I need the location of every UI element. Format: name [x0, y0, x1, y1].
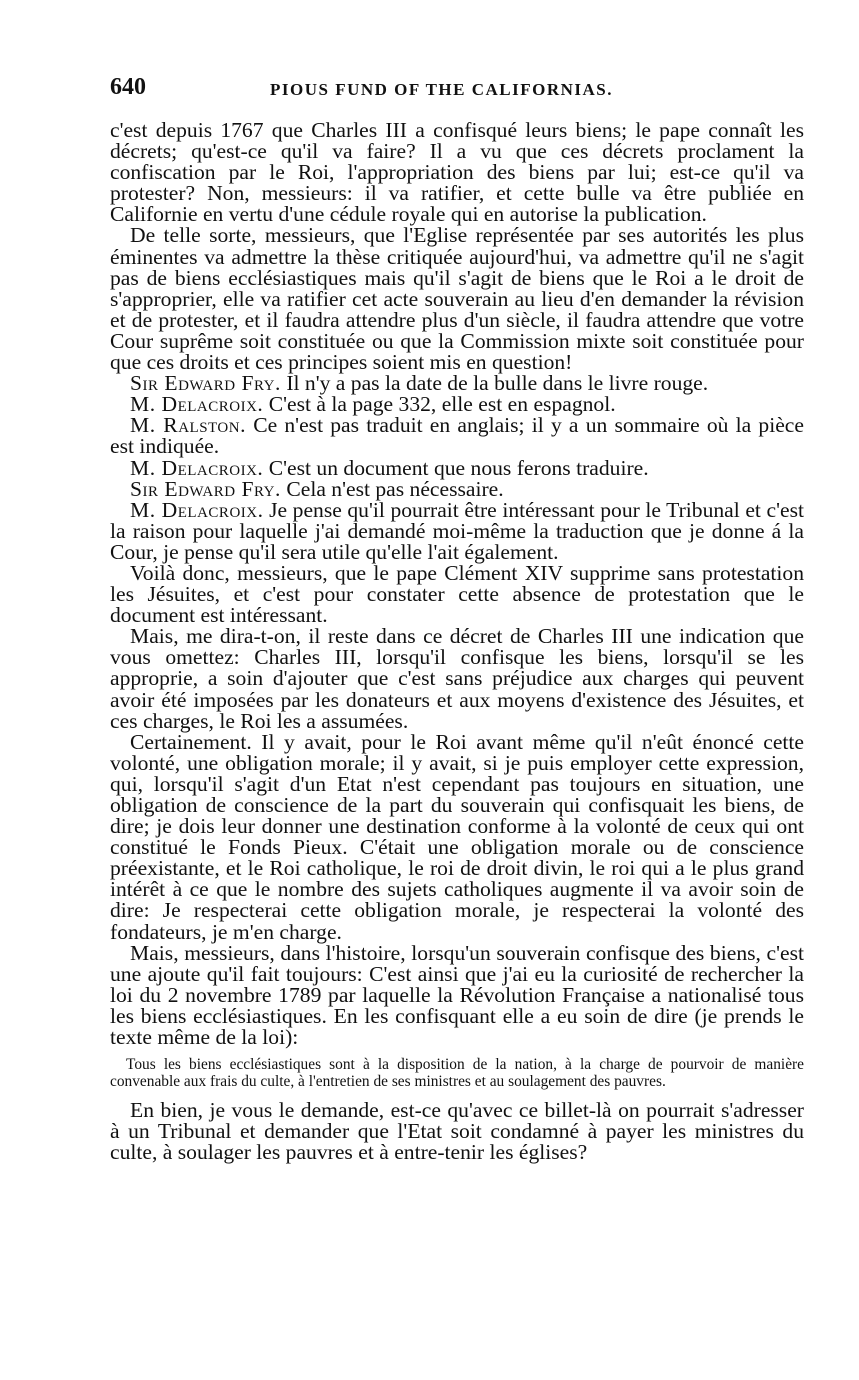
- paragraph: Mais, me dira-t-on, il reste dans ce décret de Charles III une indication que vous omettez: Charles III, lorsqu'il confisque les biens, lorsqu'il se les approprie, a soin d'ajouter que c'est sans préjudice aux charges qui peuvent avoir été imposées par les donateurs et aux moyens d'existence des Jésuites, et ces charges, le Roi les a assumées.: [110, 624, 804, 733]
- paragraph: c'est depuis 1767 que Charles III a confisqué leurs biens; le pape connaît les décrets; qu'est-ce qu'il va faire? Il a vu que ces décrets proclament la confiscation par le Roi, l'appropriation des biens par lui; est-ce qu'il va protester? Non, messieurs: il va ratifier, et cette bulle va être publiée en Californie en vertu d'une cédule royale qui en autorise la publication.: [110, 118, 804, 227]
- speaker-name: M. Delacroix.: [130, 392, 264, 417]
- dialogue-line: M. Delacroix. Je pense qu'il pourrait être intéressant pour le Tribunal et c'est la raison pour laquelle j'ai demandé moi-même la traduction que je donne á la Cour, je pense qu'il sera utile qu'elle l'ait également.: [110, 497, 804, 564]
- page-number: 640: [110, 74, 146, 100]
- speaker-name: M. Delacroix.: [130, 497, 264, 522]
- paragraph: Mais, messieurs, dans l'histoire, lorsqu'un souverain confisque des biens, c'est une ajoute qu'il fait toujours: C'est ainsi que j'ai eu la curiosité de rechercher la loi du 2 novembre 1789 par laquelle la Révolution Française a nationalisé tous les biens ecclésiastiques. En les confisquant elle a eu soin de dire (je prends le texte même de la loi):: [110, 940, 804, 1050]
- body-text: [110, 120, 804, 1163]
- paragraph: De telle sorte, messieurs, que l'Eglise représentée par ses autorités les plus éminentes va admettre la thèse critiquée aujourd'hui, va admettre qu'il ne s'agit pas de biens ecclésiastiques mais qu'il s'agit de biens que le Roi a le droit de s'approprier, elle va ratifier cet acte souverain au lieu d'en demander la révision et de protester, et il faudra attendre plus d'un siècle, il faudra attendre que votre Cour suprême soit constituée ou que la Commission mixte soit constituée pour que ces droits et ces principes soient mis en question!: [110, 223, 804, 375]
- page-header: [110, 74, 804, 108]
- paragraph: En bien, je vous le demande, est-ce qu'avec ce billet-là on pourrait s'adresser à un Tribunal et demander que l'Etat soit condamné à payer les ministres du culte, à soulager les pauvres et à entre-tenir les églises?: [110, 1098, 804, 1165]
- dialogue-line: Sir Edward Fry. Cela n'est pas nécessaire.: [130, 476, 504, 501]
- block-quote: [110, 1056, 804, 1090]
- speaker-name: M. Ralston.: [130, 413, 246, 438]
- speaker-name: Sir Edward Fry.: [130, 371, 281, 396]
- dialogue-line: M. Delacroix. C'est un document que nous ferons traduire.: [130, 455, 649, 480]
- quote-text: Tous les biens ecclésiastiques sont à la disposition de la nation, à la charge de pourvoir de manière convenable aux frais du culte, à l'entretien de ses ministres et au soulagement des pauvres.: [110, 1056, 804, 1091]
- dialogue-line: Sir Edward Fry. Il n'y a pas la date de la bulle dans le livre rouge.: [130, 371, 709, 396]
- running-title: PIOUS FUND OF THE CALIFORNIAS.: [270, 80, 614, 99]
- paragraph: Certainement. Il y avait, pour le Roi avant même qu'il n'eût énoncé cette volonté, une obligation morale; il y avait, si je puis employer cette expression, qui, lorsqu'il s'agit d'un Etat n'est cependant pas toujours en situation, une obligation de conscience de la part du souverain qui confisquait les biens, de dire; je dois leur donner une destination conforme à la volonté de ceux qui ont constitué le Fonds Pieux. C'était une obligation morale ou de conscience préexistante, et le Roi catholique, le roi de droit divin, le roi qui a le plus grand intérêt à ce que le nombre des sujets catholiques augmente il va avoir soin de dire: Je respecterai cette obligation morale, je respecterai la volonté des fondateurs, je m'en charge.: [110, 729, 804, 944]
- dialogue-line: M. Delacroix. C'est à la page 332, elle est en espagnol.: [130, 392, 616, 417]
- speaker-name: M. Delacroix.: [130, 455, 264, 480]
- paragraph: Voilà donc, messieurs, que le pape Clément XIV supprime sans protestation les Jésuites, et c'est pour constater cette absence de protestation que le document est intéressant.: [110, 560, 804, 628]
- speaker-name: Sir Edward Fry.: [130, 476, 281, 501]
- dialogue-line: M. Ralston. Ce n'est pas traduit en anglais; il y a un sommaire où la pièce est indiquée.: [110, 413, 804, 459]
